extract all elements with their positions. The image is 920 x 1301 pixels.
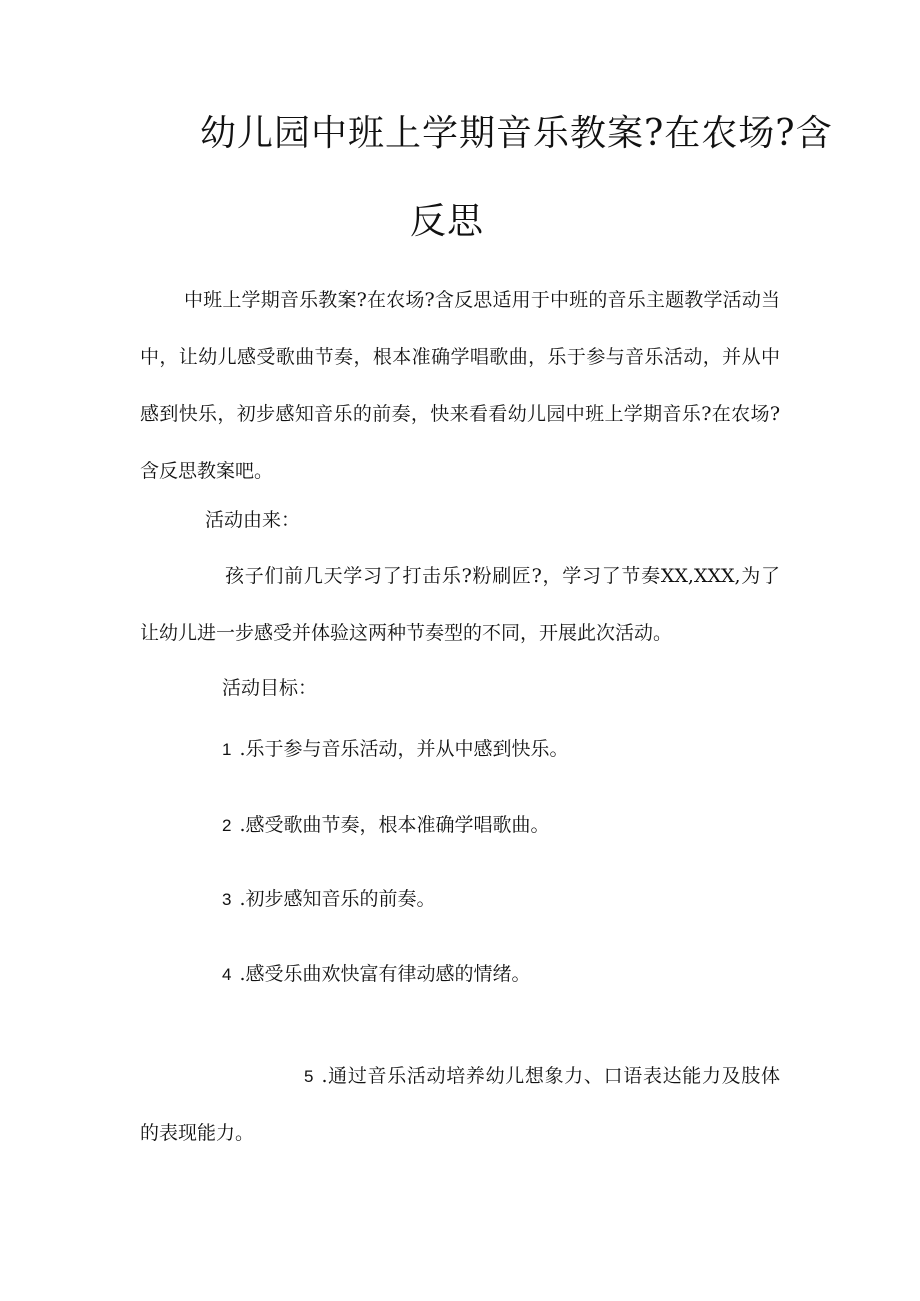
goal-number: 4 [222, 965, 232, 984]
goal-item [222, 810, 550, 841]
goal-text: .感受歌曲节奏，根本准确学唱歌曲。 [239, 814, 550, 836]
intro-paragraph: 中班上学期音乐教案?在农场?含反思适用于中班的音乐主题教学活动当中，让幼儿感受歌曲节奏，根本准确学唱歌曲，乐于参与音乐活动，并从中感到快乐，初步感知音乐的前奏，快来看看幼儿园中班上学期音乐?在农场?含反思教案吧。 [140, 289, 780, 482]
goal-text: .乐于参与音乐活动，并从中感到快乐。 [239, 738, 569, 760]
origin-heading: 活动由来： [205, 509, 301, 531]
goal-number: 2 [222, 816, 232, 835]
goal-text: .感受乐曲欢快富有律动感的情绪。 [239, 963, 531, 985]
document-title-line-2: 反思 [410, 201, 485, 242]
goal-item [222, 884, 436, 915]
origin-paragraph: 孩子们前几天学习了打击乐?粉刷匠?，学习了节奏XX,XXX,为了让幼儿进一步感受并体验这两种节奏型的不同，开展此次活动。 [140, 565, 780, 644]
goal-item [222, 959, 531, 990]
goal-item [140, 1048, 780, 1162]
document-title-line-1: 幼儿园中班上学期音乐教案?在农场?含 [200, 113, 833, 154]
goal-text: .初步感知音乐的前奏。 [239, 888, 436, 910]
goal-number: 5 [304, 1067, 314, 1086]
goal-text: .通过音乐活动培养幼儿想象力、口语表达能力及肢体的表现能力。 [140, 1065, 780, 1144]
goal-number: 3 [222, 890, 232, 909]
goal-item [222, 734, 569, 765]
goals-heading: 活动目标： [222, 677, 318, 699]
goal-number: 1 [222, 740, 232, 759]
